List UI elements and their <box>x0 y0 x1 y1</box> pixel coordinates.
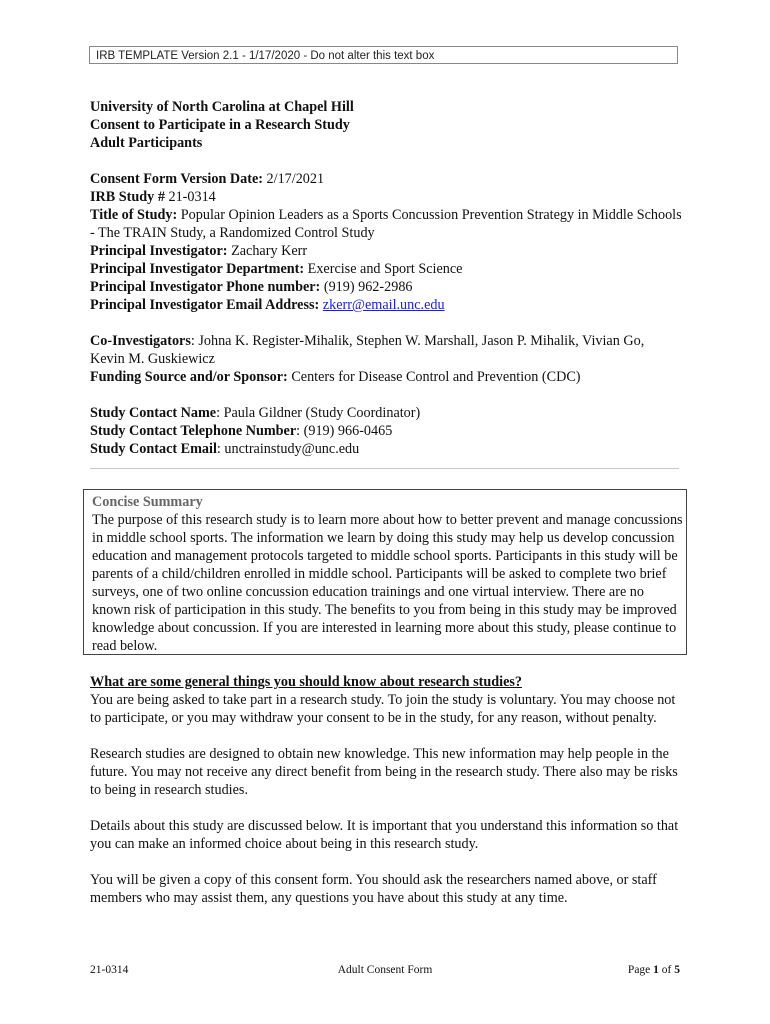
form-title: Consent to Participate in a Research Study <box>90 117 350 133</box>
funding-value: Centers for Disease Control and Prevention (CDC) <box>287 369 581 385</box>
pi-phone-value: (919) 962-2986 <box>320 279 413 295</box>
page-of: of <box>658 964 675 976</box>
funding-label: Funding Source and/or Sponsor: <box>90 369 288 385</box>
footer-study-number: 21-0314 <box>90 964 129 976</box>
contact-name-value: : Paula Gildner (Study Coordinator) <box>216 405 421 421</box>
contact-name-line <box>90 404 682 422</box>
contact-phone-label: Study Contact Telephone Number <box>90 423 297 439</box>
concise-summary-text: The purpose of this research study is to learn more about how to better prevent and manage concussions in middle school sports. The information we learn by doing this study may help us develop concussion education and management protocols targeted to middle school sports. Participants in this study will be parents of a child/children enrolled in middle school. Participants will be asked to complete two brief surveys, one of two online concussion education trainings and one virtual interview. There are no known risk of participation in this study. The benefits to you from being in this study may be improved knowledge about concussion. If you are interested in learning more about this study, please continue to read below. <box>92 512 683 654</box>
general-paragraph-3: Details about this study are discussed below. It is important that you understand this information so that you can make an informed choice about being in this research study. <box>90 818 679 852</box>
general-paragraph-1: You are being asked to take part in a research study. To join the study is voluntary. You may choose not to participate, or you may withdraw your consent to be in the study, for any reason, without penalty. <box>90 692 676 726</box>
co-investigators-label: Co-Investigators <box>90 333 191 349</box>
footer-page-number <box>628 963 680 977</box>
contact-name-label: Study Contact Name <box>90 405 217 421</box>
contact-phone-value: : (919) 966-0465 <box>296 423 393 439</box>
irb-study-line <box>90 188 682 206</box>
contact-email-line <box>90 440 682 458</box>
general-info-heading: What are some general things you should know about research studies? <box>90 674 522 690</box>
contact-email-value: : unctrainstudy@unc.edu <box>216 441 360 457</box>
pi-phone-label: Principal Investigator Phone number: <box>90 279 321 295</box>
pi-department-label: Principal Investigator Department: <box>90 261 305 277</box>
funding-line <box>90 368 682 386</box>
pi-value: Zachary Kerr <box>227 243 308 259</box>
version-date-value: 2/17/2021 <box>263 171 325 187</box>
page-total: 5 <box>674 964 680 976</box>
study-title-line <box>90 206 682 242</box>
pi-label: Principal Investigator: <box>90 243 228 259</box>
pi-line <box>90 242 682 260</box>
co-investigators-value: : Johna K. Register-Mihalik, Stephen W. Marshall, Jason P. Mihalik, Vivian Go, Kevin M. Guskiewicz <box>90 333 645 367</box>
version-date-line <box>90 170 682 188</box>
footer-form-name: Adult Consent Form <box>337 964 433 976</box>
pi-email-line <box>90 296 682 314</box>
irb-template-notice: IRB TEMPLATE Version 2.1 - 1/17/2020 - Do not alter this text box <box>89 46 678 64</box>
pi-email-label: Principal Investigator Email Address: <box>90 297 320 313</box>
irb-study-label: IRB Study # <box>90 189 165 205</box>
general-paragraph-2: Research studies are designed to obtain new knowledge. This new information may help people in the future. You may not receive any direct benefit from being in the research study. There also may be risks to being in research studies. <box>90 746 678 798</box>
irb-study-value: 21-0314 <box>164 189 216 205</box>
pi-phone-line <box>90 278 682 296</box>
version-date-label: Consent Form Version Date: <box>90 171 263 187</box>
document-body <box>90 98 682 458</box>
study-title-value: Popular Opinion Leaders as a Sports Concussion Prevention Strategy in Middle Schools - The TRAIN Study, a Randomized Control Study <box>90 207 682 241</box>
participant-type: Adult Participants <box>90 135 203 151</box>
general-info-section <box>90 673 686 907</box>
section-divider <box>90 468 679 469</box>
pi-email-link[interactable]: zkerr@email.unc.edu <box>322 297 445 313</box>
contact-email-label: Study Contact Email <box>90 441 217 457</box>
concise-summary-box <box>83 489 687 655</box>
concise-summary-title: Concise Summary <box>92 494 203 510</box>
pi-department-line <box>90 260 682 278</box>
page-current: 1 <box>653 964 659 976</box>
general-paragraph-4: You will be given a copy of this consent form. You should ask the researchers named above, or staff members who may assist them, any questions you have about this study at any time. <box>90 872 657 906</box>
page-prefix: Page <box>627 964 654 976</box>
university-name: University of North Carolina at Chapel Hill <box>90 99 354 115</box>
contact-phone-line <box>90 422 682 440</box>
co-investigators-line <box>90 332 682 368</box>
pi-department-value: Exercise and Sport Science <box>304 261 463 277</box>
study-title-label: Title of Study: <box>90 207 178 223</box>
